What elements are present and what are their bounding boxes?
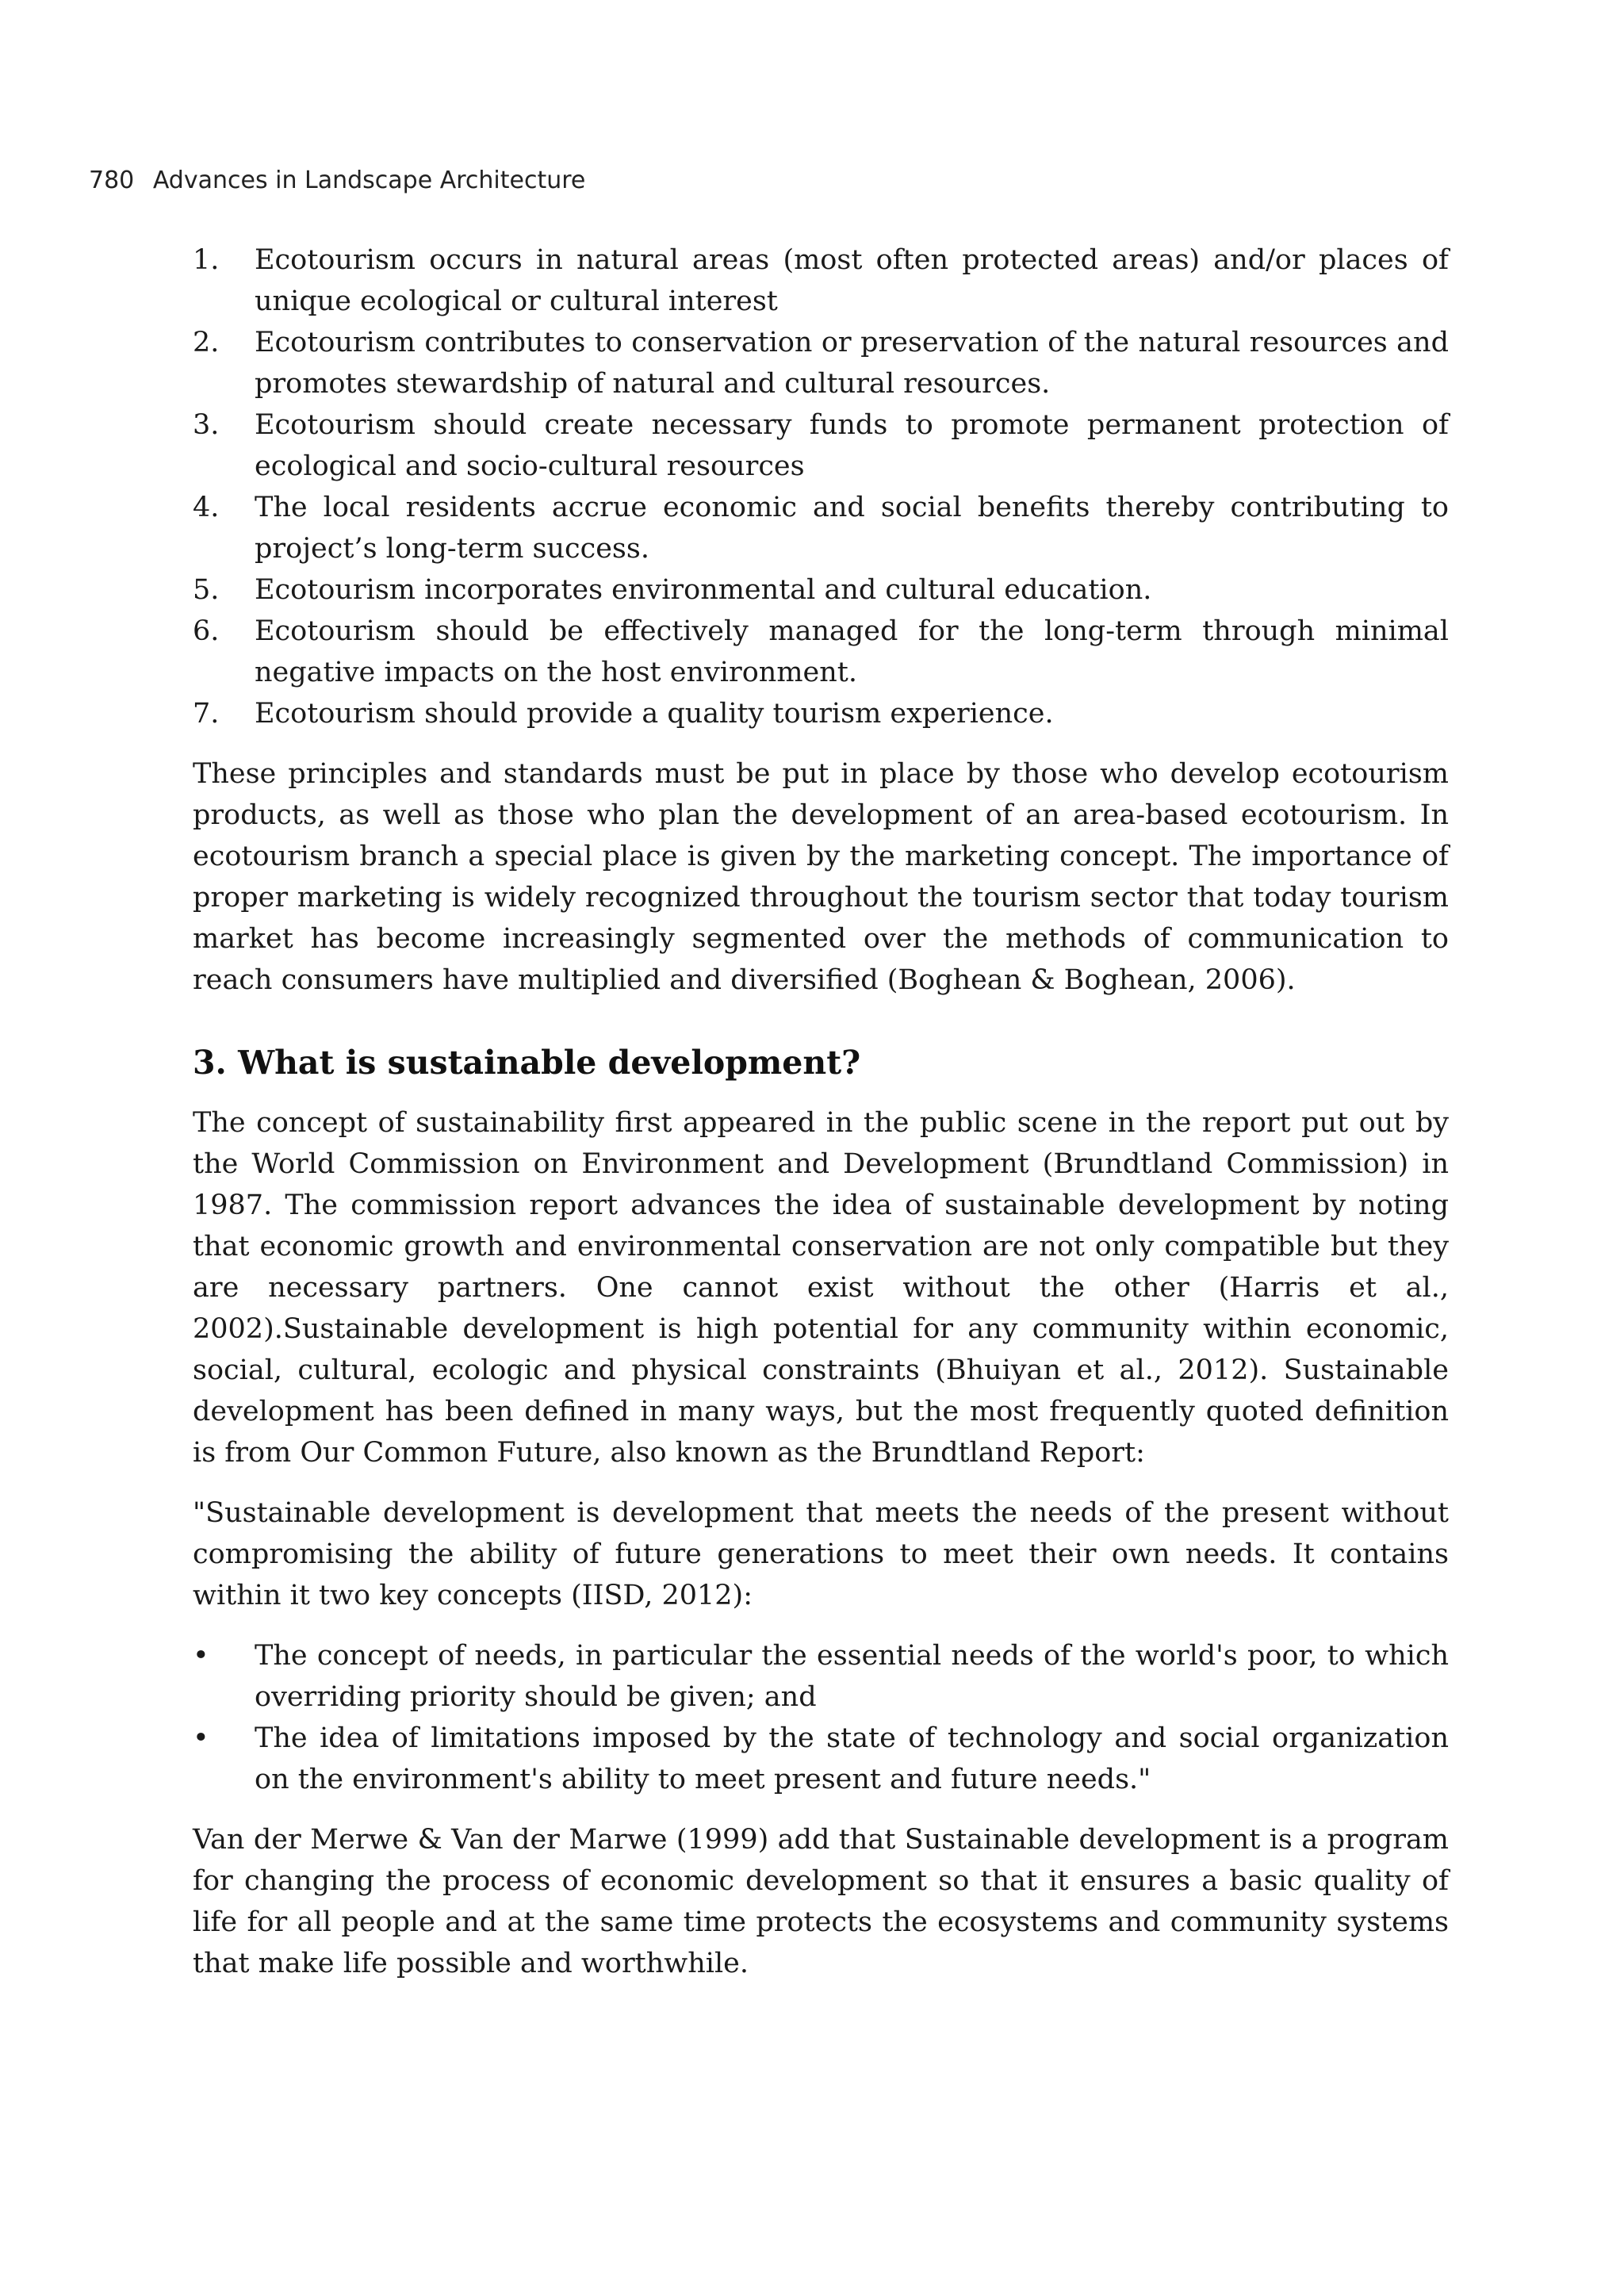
list-item: [193, 611, 1449, 693]
key-concepts-list: [193, 1635, 1449, 1800]
bullet-icon: •: [193, 1640, 209, 1672]
list-item-number: 6.: [193, 615, 220, 647]
list-item-number: 5.: [193, 574, 220, 606]
list-item: [193, 1635, 1449, 1718]
list-item-text: The idea of limitations imposed by the state of technology and social organization on the environment's ability to meet present and future needs.": [255, 1722, 1449, 1795]
running-header: [89, 167, 585, 194]
list-item-text: Ecotourism contributes to conservation or preservation of the natural resources and promotes stewardship of natural and cultural resources.: [255, 327, 1449, 400]
page-number: 780: [89, 167, 135, 194]
book-title: Advances in Landscape Architecture: [152, 167, 586, 194]
list-item: [193, 487, 1449, 569]
ecotourism-principles-list: [193, 239, 1449, 734]
section-heading: 3. What is sustainable development?: [193, 1044, 861, 1082]
list-item: [193, 693, 1449, 734]
list-item-text: Ecotourism should create necessary funds to promote permanent protection of ecological and socio-cultural resources: [255, 409, 1449, 482]
body-text: [193, 239, 1449, 1984]
bullet-icon: •: [193, 1722, 209, 1754]
list-item: [193, 239, 1449, 322]
list-item-text: Ecotourism should be effectively managed for the long-term through minimal negative impacts on the host environment.: [255, 615, 1449, 688]
list-item: [193, 404, 1449, 487]
list-item-number: 3.: [193, 409, 220, 441]
list-item: [193, 322, 1449, 404]
brundtland-quote: "Sustainable development is development that meets the needs of the present without compromising the ability of future generations to meet their own needs. It contains within it two key concepts (IISD, 2012):: [193, 1497, 1449, 1611]
list-item-text: Ecotourism occurs in natural areas (most often protected areas) and/or places of unique ecological or cultural interest: [255, 244, 1449, 317]
list-item-text: The concept of needs, in particular the essential needs of the world's poor, to which overriding priority should be given; and: [255, 1640, 1449, 1713]
principles-paragraph: These principles and standards must be put in place by those who develop ecotourism products, as well as those who plan the development of an area-based ecotourism. In ecotourism branch a special place is given by the marketing concept. The importance of proper marketing is widely recognized throughout the tourism sector that today tourism market has become increasingly segmented over the methods of communication to reach consumers have multiplied and diversified (Boghean & Boghean, 2006).: [193, 758, 1449, 996]
list-item-number: 1.: [193, 244, 220, 276]
list-item: [193, 569, 1449, 611]
list-item-text: Ecotourism incorporates environmental and cultural education.: [255, 574, 1152, 606]
list-item-text: The local residents accrue economic and social benefits thereby contributing to project’s long-term success.: [255, 492, 1449, 565]
sustainability-paragraph: The concept of sustainability first appeared in the public scene in the report put out by the World Commission on Environment and Development (Brundtland Commission) in 1987. The commission report advances the idea of sustainable development by noting that economic growth and environmental conservation are not only compatible but they are necessary partners. One cannot exist without the other (Harris et al., 2002).Sustainable development is high potential for any community within economic, social, cultural, ecologic and physical constraints (Bhuiyan et al., 2012). Sustainable development has been defined in many ways, but the most frequently quoted definition is from Our Common Future, also known as the Brundtland Report:: [193, 1107, 1449, 1469]
list-item-number: 7.: [193, 698, 220, 730]
list-item-number: 4.: [193, 492, 220, 523]
van-der-merwe-paragraph: Van der Merwe & Van der Marwe (1999) add that Sustainable development is a program for changing the process of economic development so that it ensures a basic quality of life for all people and at the same time protects the ecosystems and community systems that make life possible and worthwhile.: [193, 1824, 1449, 1979]
list-item-number: 2.: [193, 327, 220, 358]
list-item-text: Ecotourism should provide a quality tourism experience.: [255, 698, 1054, 730]
list-item: [193, 1718, 1449, 1800]
